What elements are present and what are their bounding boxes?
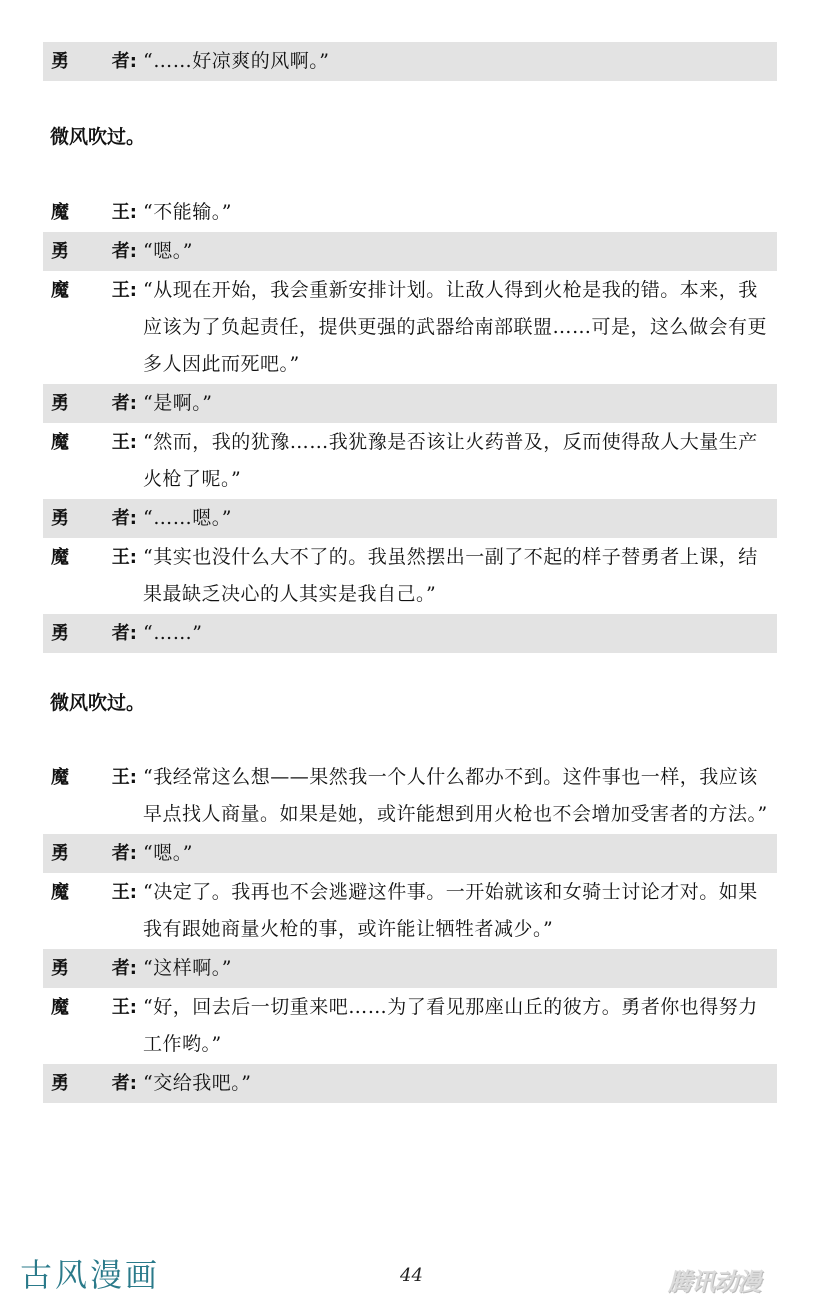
dialogue-line [43,949,777,988]
section-2 [43,193,777,653]
speech-text: “这样啊。” [143,957,232,979]
speech-text: “从现在开始，我会重新安排计划。让敌人得到火枪是我的错。本来，我应该为了负起责任，提供更强的武器给南部联盟……可是，这么做会有更多人因此而死吧。” [143,279,768,375]
speech-text: “交给我吧。” [143,1072,252,1094]
speech-text: “决定了。我再也不会逃避这件事。一开始就该和女骑士讨论才对。如果我有跟她商量火枪的事，或许能让牺牲者减少。” [143,881,758,940]
dialogue-line [43,988,777,1064]
dialogue-line [43,423,777,499]
dialogue-line [43,42,777,81]
left-watermark: 古风漫画 [20,1256,161,1294]
dialogue-line [43,193,777,232]
speech-text: “嗯。” [143,842,193,864]
speaker-label: 魔 王: [51,767,137,788]
speaker-label: 魔 王: [51,882,137,903]
speech-text: “其实也没什么大不了的。我虽然摆出一副了不起的样子替勇者上课，结果最缺乏决心的人其实是我自己。” [143,546,758,605]
speech-text: “不能输。” [143,201,232,223]
speech-text: “我经常这么想——果然我一个人什么都办不到。这件事也一样，我应该早点找人商量。如果是她，或许能想到用火枪也不会增加受害者的方法。” [143,766,768,825]
dialogue-line [43,232,777,271]
dialogue-line [43,834,777,873]
speaker-label: 勇 者: [51,843,137,864]
dialogue-line [43,384,777,423]
speaker-label: 魔 王: [51,997,137,1018]
dialogue-line [43,758,777,834]
speaker-label: 勇 者: [51,51,137,72]
speaker-label: 勇 者: [51,508,137,529]
dialogue-line [43,614,777,653]
speech-text: “然而，我的犹豫……我犹豫是否该让火药普及，反而使得敌人大量生产火枪了呢。” [143,431,758,490]
speaker-label: 魔 王: [51,280,137,301]
narration: 微风吹过。 [50,126,146,148]
speaker-label: 勇 者: [51,241,137,262]
dialogue-line [43,271,777,384]
dialogue-line [43,499,777,538]
speaker-label: 勇 者: [51,1073,137,1094]
speaker-label: 魔 王: [51,547,137,568]
speaker-label: 勇 者: [51,623,137,644]
speech-text: “嗯。” [143,240,193,262]
speech-text: “……嗯。” [143,507,232,529]
section-3 [43,758,777,1103]
speech-text: “……好凉爽的风啊。” [143,50,330,72]
speaker-label: 魔 王: [51,202,137,223]
speech-text: “好，回去后一切重来吧……为了看见那座山丘的彼方。勇者你也得努力工作哟。” [143,996,758,1055]
speech-text: “是啊。” [143,392,213,414]
speaker-label: 魔 王: [51,432,137,453]
page-number: 44 [400,1265,423,1286]
section-1 [43,42,777,81]
speaker-label: 勇 者: [51,393,137,414]
dialogue-line [43,873,777,949]
narration: 微风吹过。 [50,692,146,714]
speech-text: “……” [143,622,203,644]
speaker-label: 勇 者: [51,958,137,979]
dialogue-line [43,538,777,614]
dialogue-line [43,1064,777,1103]
right-watermark-logo: 腾讯动漫 [668,1268,760,1296]
